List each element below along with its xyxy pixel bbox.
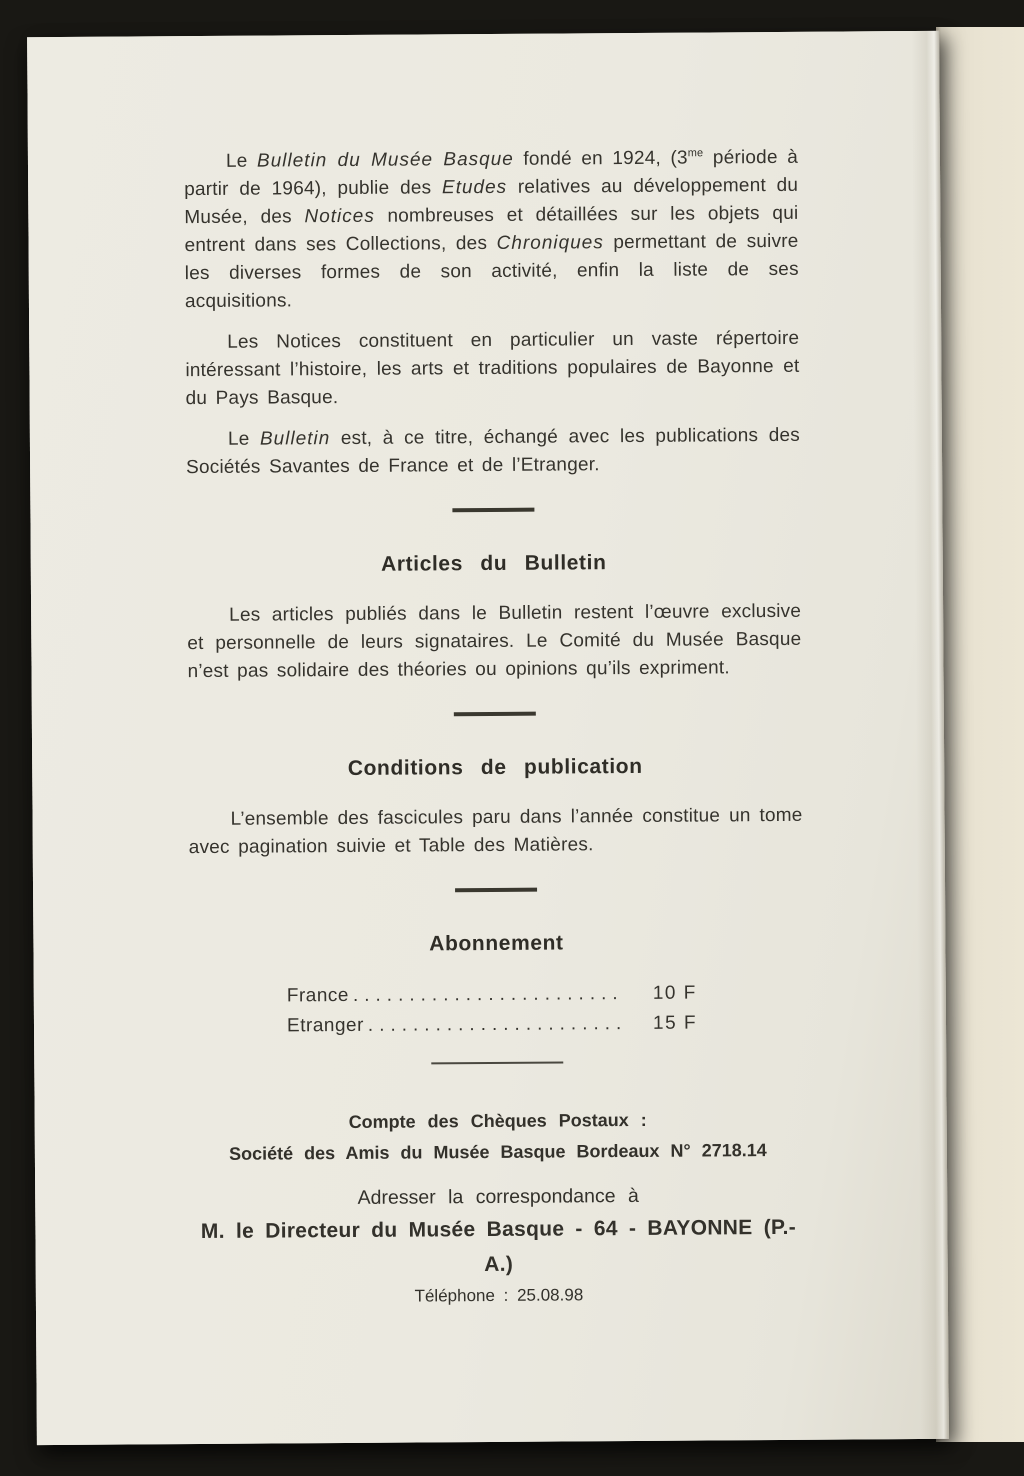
section-divider-4 bbox=[431, 1061, 563, 1064]
section-divider-2 bbox=[454, 712, 536, 717]
correspondence-intro: Adresser la correspondance à bbox=[357, 1184, 639, 1209]
scanned-page bbox=[27, 31, 949, 1445]
correspondence-address: M. le Directeur du Musée Basque - 64 - BAYONNE (P.-A.) bbox=[200, 1215, 797, 1277]
section-divider-1 bbox=[452, 508, 534, 513]
intro-paragraph-2: Les Notices constituent en particulier un vaste répertoire intéressant l’histoire, les arts et traditions populaires de Bayonne et du Pays Basque. bbox=[185, 327, 800, 410]
conditions-heading: Conditions de publication bbox=[347, 754, 643, 780]
abonnement-heading: Abonnement bbox=[429, 931, 564, 956]
postal-account-title: Compte des Chèques Postaux : bbox=[348, 1109, 647, 1132]
section-divider-3 bbox=[455, 888, 537, 893]
postal-account-number: Société des Amis du Musée Basque Bordeaux N° 2718.14 bbox=[228, 1140, 767, 1164]
conditions-paragraph: L’ensemble des fascicules paru dans l’année constitue un tome avec pagination suivie et Table des Matières. bbox=[188, 804, 803, 859]
abonnement-price: 10 F bbox=[652, 982, 697, 1004]
articles-paragraph: Les articles publiés dans le Bulletin restent l’œuvre exclusive et personnelle de leurs signataires. Le Comité du Musée Basque n’est pas solidaire des théories ou opinions qu’ils expriment. bbox=[187, 600, 802, 683]
facing-page-edge bbox=[936, 27, 1024, 1442]
page-content bbox=[184, 144, 806, 1312]
abonnement-label: France bbox=[286, 984, 350, 1007]
intro-paragraph-1: Le Bulletin du Musée Basque fondé en 1924, ($3^{me}$ période à partir de 1964), publie des Etudes relatives au développement du Musée, des Notices nombreuses et détaillées sur les objets qui entrent dans ses Collections, des Chroniques permettant de suivre les diverses formes de son activité, enfin la liste de ses acquisitions. bbox=[184, 146, 799, 313]
abonnement-price: 15 F bbox=[652, 1012, 698, 1034]
abonnement-row-france bbox=[287, 978, 707, 1011]
footer-block bbox=[191, 1104, 806, 1312]
articles-heading: Articles du Bulletin bbox=[381, 551, 607, 576]
abonnement-row-etranger bbox=[287, 1008, 707, 1041]
dotted-leader: ........................ bbox=[352, 983, 624, 1006]
intro-paragraph-3: Le Bulletin est, à ce titre, échangé avec les publications des Sociétés Savantes de France et de l’Etranger. bbox=[186, 424, 800, 479]
abonnement-table bbox=[287, 978, 707, 1041]
telephone-line: Téléphone : 25.08.98 bbox=[414, 1285, 584, 1306]
abonnement-label: Etranger bbox=[286, 1014, 364, 1037]
dotted-leader: ....................... bbox=[367, 1013, 628, 1036]
